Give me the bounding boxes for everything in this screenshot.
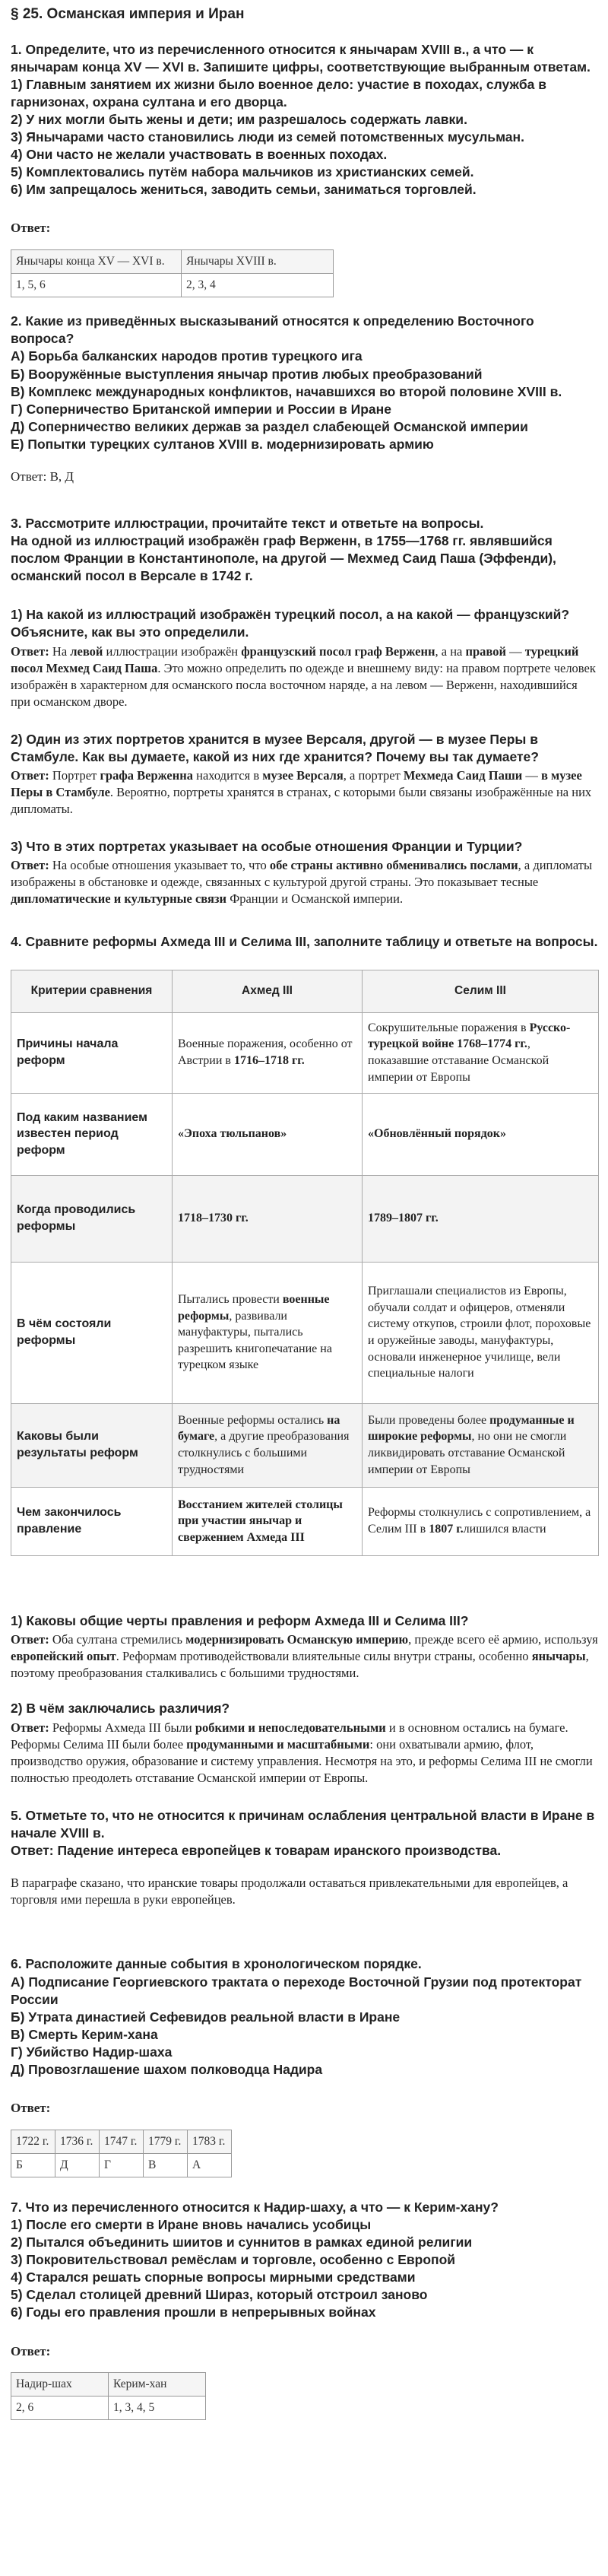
question-text: 7. Что из перечисленного относится к Надир-шаху, а что — к Керим-хану? (11, 2199, 499, 2215)
sub-answer: Ответ: На левой иллюстрации изображён французский посол граф Верженн, а на правой — турецкий посол Мехмед Саид Паша. Это можно определить по одежде и внешнему виду: на правом портрете человек изображён в характерном для османского посла восточном наряде, а на левом — Верженн, находившийся при османском дворе. (11, 643, 596, 710)
table-cell: 2, 6 (11, 2397, 109, 2420)
sub-answer: Ответ: Портрет графа Верженна находится в музее Версаля, а портрет Мехмеда Саид Паши — в музее Перы в Стамбуле. Вероятно, портреты хранятся в странах, с которыми были связаны изображённые на них дипломаты. (11, 767, 592, 817)
question-4-text: 4. Сравните реформы Ахмеда III и Селима III, заполните таблицу и ответьте на вопросы. (11, 934, 598, 950)
table-cell: Реформы столкнулись с сопротивлением, а Селим III в 1807 г.лишился власти (363, 1487, 599, 1555)
table-cell: «Обновлённый порядок» (363, 1093, 599, 1175)
option-item: А) Борьба балканских народов против турецкого ига (11, 348, 363, 364)
option-item: 4) Старался решать спорные вопросы мирными средствами (11, 2269, 416, 2285)
option-item: 3) Покровительствовал ремёслам и торговле, особенно с Европой (11, 2252, 456, 2268)
table-cell: Д (55, 2153, 100, 2177)
table-cell: Военные поражения, особенно от Австрии в 1716–1718 гг. (173, 1012, 363, 1093)
answer-text: Ответ: Падение интереса европейцев к товарам иранского производства. (11, 1842, 502, 1858)
option-item: 5) Комплектовались путём набора мальчиков из христианских семей. (11, 164, 474, 180)
sub-answer: Ответ: Реформы Ахмеда III были робкими и непоследовательными и в основном остались на бумаге. Реформы Селима III были более продуманными и масштабными: они охватывали армию, флот, производство оружия, образование и систему управления. Несмотря на это, и реформы Селима III не смогли полностью преодолеть отставание Османской империи от Европы. (11, 1720, 593, 1786)
table-cell: Г (100, 2153, 144, 2177)
table-header: Критерии сравнения (11, 970, 173, 1012)
question-2 (11, 313, 599, 486)
table-header: Ахмед III (173, 970, 363, 1012)
table-cell: 1789–1807 гг. (363, 1175, 599, 1262)
question-text: 5. Отметьте то, что не относится к причинам ослабления центральной власти в Иране в начале XVIII в. (11, 1807, 595, 1841)
option-item: 1) После его смерти в Иране вновь начались усобицы (11, 2216, 372, 2232)
table-cell: 1718–1730 гг. (173, 1175, 363, 1262)
sub-question: 1) Каковы общие черты правления и реформ Ахмеда III и Селима III? (11, 1612, 469, 1628)
table-cell: В чём состояли реформы (11, 1262, 173, 1403)
table-cell: 1783 г. (188, 2130, 232, 2154)
option-item: 6) Им запрещалось жениться, заводить семьи, заниматься торговлей. (11, 182, 477, 198)
table-cell: Б (11, 2153, 55, 2177)
table-cell: Под каким названием известен период реформ (11, 1093, 173, 1175)
option-item: 4) Они часто не желали участвовать в военных походах. (11, 147, 388, 163)
option-item: Г) Убийство Надир-шаха (11, 2044, 173, 2060)
sub-question: 1) На какой из иллюстраций изображён турецкий посол, а на какой — французский? Объясните, как вы это определили. (11, 607, 570, 640)
table-cell: Были проведены более продуманные и широкие реформы, но они не смогли ликвидировать отставание Османской империи от Европы (363, 1403, 599, 1487)
table-cell: А (188, 2153, 232, 2177)
table-header: Селим III (363, 970, 599, 1012)
table-cell: Сокрушительные поражения в Русско-турецкой войне 1768–1774 гг., показавшие отставание Османской империи от Европы (363, 1012, 599, 1093)
question-2-text (11, 313, 599, 453)
question-text: 6. Расположите данные события в хронологическом порядке. (11, 1956, 422, 1972)
table-cell: Восстанием жителей столицы при участии янычар и свержением Ахмеда III (173, 1487, 363, 1555)
sub-question: 2) Один из этих портретов хранится в музее Версаля, другой — в музее Перы в Стамбуле. Как вы думаете, какой из них где хранится? Почему вы так думаете? (11, 731, 539, 764)
question-text: 3. Рассмотрите иллюстрации, прочитайте текст и ответьте на вопросы. (11, 515, 484, 531)
question-intro: На одной из иллюстраций изображён граф Верженн, в 1755—1768 гг. являвшийся послом Франции в Константинополе, на другой — Мехмед Саид Паша (Эффенди), османский посол в Версале в 1742 г. (11, 533, 556, 584)
table-cell: Приглашали специалистов из Европы, обучали солдат и офицеров, отменяли систему откупов, строили флот, пороховые и оружейные заводы, мануфактуры, основали инженерное училище, вели специальные налоги (363, 1262, 599, 1403)
question-1 (11, 41, 599, 298)
table-cell: В (144, 2153, 188, 2177)
sub-answer: Ответ: На особые отношения указывает то, что обе страны активно обменивались послами, а дипломаты изображены в обстановке и одежде, связанных с культурой другой страны. Это показывает тесные дипломатические и культурные связи Франции и Османской империи. (11, 857, 593, 907)
option-item: А) Подписание Георгиевского трактата о переходе Восточной Грузии под протекторат России (11, 1974, 582, 2007)
table-cell: 2, 3, 4 (182, 274, 334, 297)
table-cell: 1, 3, 4, 5 (109, 2397, 206, 2420)
answer-label: Ответ: (11, 2343, 51, 2358)
table-row (11, 1012, 599, 1093)
question-4 (11, 933, 599, 1787)
sub-question: 3) Что в этих портретах указывает на особые отношения Франции и Турции? (11, 838, 523, 854)
question-text: 1. Определите, что из перечисленного относится к янычарам XVIII в., а что — к янычарам конца XV — XVI в. Запишите цифры, соответствующие выбранным ответам. (11, 41, 591, 75)
table-cell: Пытались провести военные реформы, развивали мануфактуры, пытались разрешить книгопечатание на турецком языке (173, 1262, 363, 1403)
table-cell: 1779 г. (144, 2130, 188, 2154)
option-item: В) Комплекс международных конфликтов, начавшихся во второй половине XVIII в. (11, 383, 562, 399)
option-item: 6) Годы его правления прошли в непрерывных войнах (11, 2304, 376, 2320)
question-text: 2. Какие из приведённых высказываний относятся к определению Восточного вопроса? (11, 313, 534, 347)
option-item: 1) Главным занятием их жизни было военное дело: участие в походах, служба в гарнизонах, охрана султана и его дворца. (11, 76, 547, 110)
question-3 (11, 515, 599, 908)
option-item: 5) Сделал столицей древний Шираз, который отстроил заново (11, 2287, 428, 2303)
answer-table (11, 2130, 232, 2177)
question-3-text (11, 515, 599, 585)
table-cell: Керим-хан (109, 2373, 206, 2397)
table-cell: Чем закончилось правление (11, 1487, 173, 1555)
question-5-text (11, 1807, 599, 1860)
answer-table (11, 249, 334, 297)
table-cell: 1, 5, 6 (11, 274, 182, 297)
question-6-text (11, 1955, 599, 2079)
answer-label: Ответ: (11, 221, 51, 236)
table-cell: Янычары XVIII в. (182, 250, 334, 274)
option-item: Д) Соперничество великих держав за раздел слабеющей Османской империи (11, 418, 528, 434)
table-row (11, 1403, 599, 1487)
option-item: Г) Соперничество Британской империи и России в Иране (11, 401, 391, 417)
answer-text: Ответ: В, Д (11, 469, 74, 484)
answer-table (11, 2372, 206, 2420)
question-5 (11, 1807, 599, 1909)
table-cell: Военные реформы остались на бумаге, а другие преобразования столкнулись с большими трудностями (173, 1403, 363, 1487)
option-item: Д) Провозглашение шахом полководца Надира (11, 2061, 323, 2077)
sub-question: 2) В чём заключались различия? (11, 1701, 230, 1717)
table-cell: 1747 г. (100, 2130, 144, 2154)
reforms-table (11, 970, 599, 1556)
table-cell: 1722 г. (11, 2130, 55, 2154)
sub-answer: Ответ: Оба султана стремились модернизировать Османскую империю, прежде всего её армию, используя европейский опыт. Реформам противодействовали влиятельные силы внутри страны, особенно янычары, поэтому преобразования сталкивались с большими трудностями. (11, 1631, 598, 1681)
question-7 (11, 2199, 599, 2420)
answer-label: Ответ: (11, 2101, 51, 2116)
table-cell: «Эпоха тюльпанов» (173, 1093, 363, 1175)
question-7-text (11, 2199, 599, 2322)
table-cell: Каковы были результаты реформ (11, 1403, 173, 1487)
table-row (11, 1262, 599, 1403)
table-cell: Надир-шах (11, 2373, 109, 2397)
explanation-text: В параграфе сказано, что иранские товары продолжали оставаться привлекательными для европейцев, а торговля ими перешла в руки европейцев. (11, 1875, 568, 1907)
option-item: В) Смерть Керим-хана (11, 2026, 158, 2042)
option-item: 2) У них могли быть жены и дети; им разрешалось содержать лавки. (11, 112, 467, 128)
option-item: 2) Пытался объединить шиитов и суннитов в рамках единой религии (11, 2235, 473, 2250)
table-cell: Янычары конца XV — XVI в. (11, 250, 182, 274)
table-cell: 1736 г. (55, 2130, 100, 2154)
table-row (11, 1175, 599, 1262)
table-cell: Причины начала реформ (11, 1012, 173, 1093)
question-6 (11, 1955, 599, 2177)
table-row (11, 1487, 599, 1555)
option-item: Е) Попытки турецких султанов XVIII в. модернизировать армию (11, 436, 434, 452)
option-item: Б) Вооружённые выступления янычар против любых преобразований (11, 366, 483, 382)
page-title: § 25. Османская империя и Иран (11, 6, 245, 22)
table-row (11, 1093, 599, 1175)
table-cell: Когда проводились реформы (11, 1175, 173, 1262)
option-item: Б) Утрата династией Сефевидов реальной власти в Иране (11, 2009, 401, 2025)
option-item: 3) Янычарами часто становились люди из семей потомственных мусульман. (11, 129, 524, 145)
question-1-text (11, 41, 599, 199)
